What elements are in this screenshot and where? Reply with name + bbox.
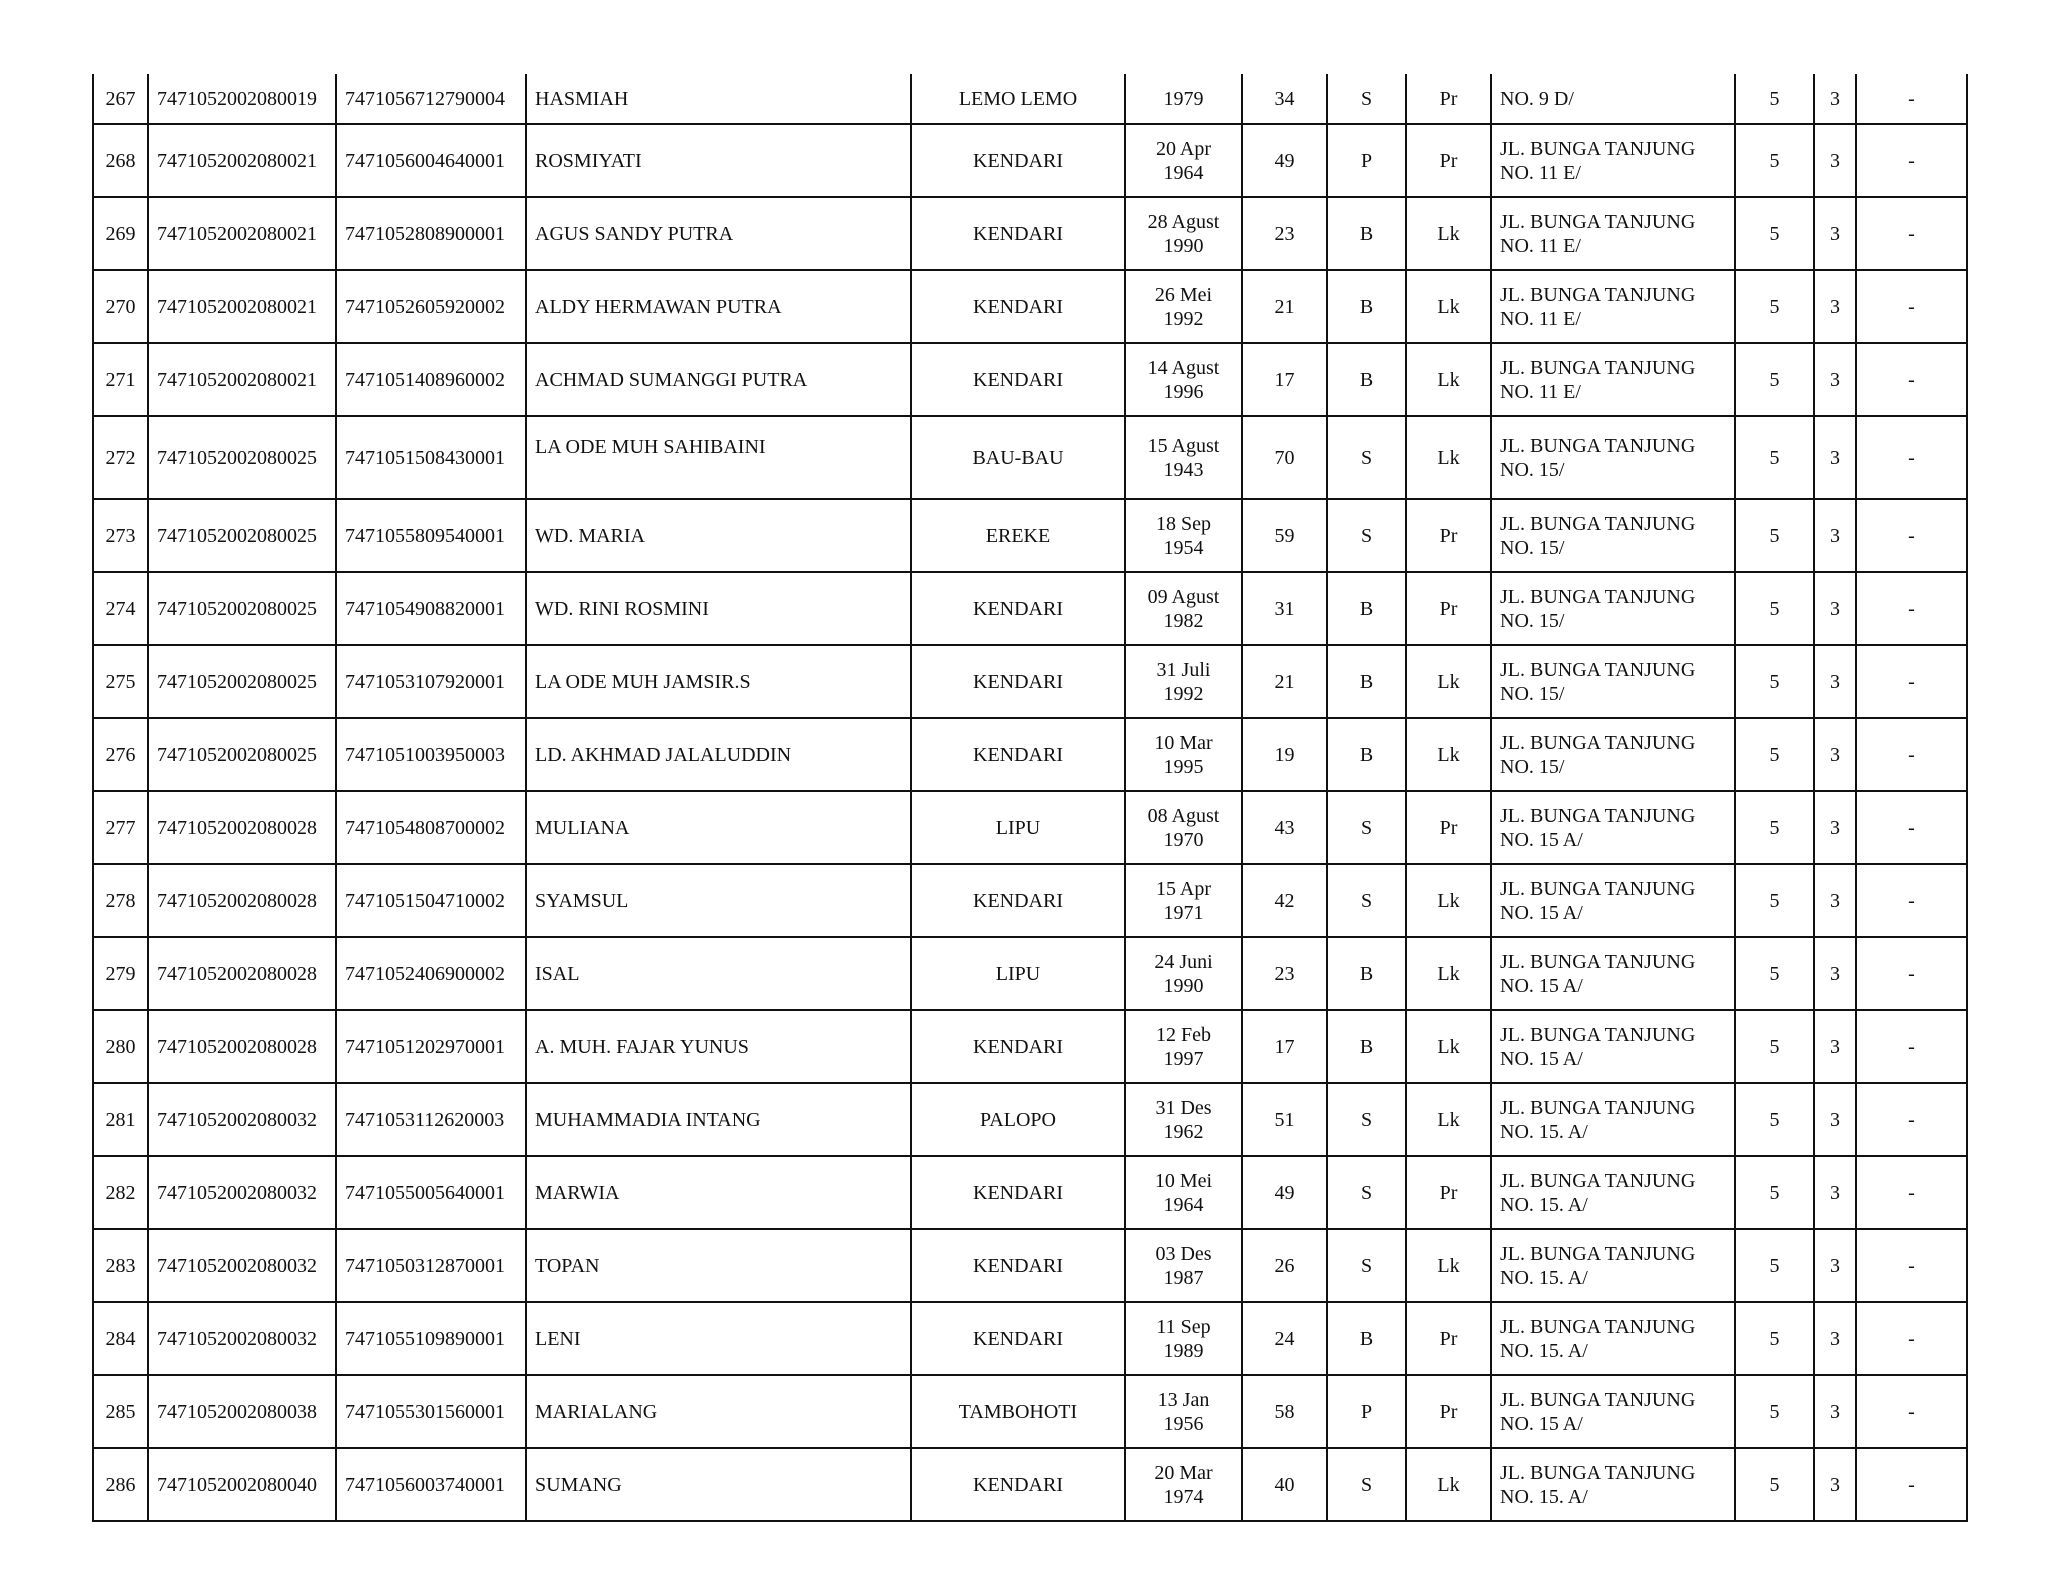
nik-cell: 7471052808900001	[336, 197, 526, 270]
address-cell: JL. BUNGA TANJUNG NO. 15/	[1491, 572, 1735, 645]
birthdate-cell: 12 Feb 1997	[1125, 1010, 1242, 1083]
gender-cell: Lk	[1406, 1229, 1491, 1302]
age-cell: 26	[1242, 1229, 1327, 1302]
birthplace-cell: KENDARI	[911, 718, 1125, 791]
birthdate-cell: 10 Mei 1964	[1125, 1156, 1242, 1229]
marital-status-cell: S	[1327, 499, 1406, 572]
birthdate-cell: 20 Apr 1964	[1125, 124, 1242, 197]
rw-cell: 3	[1814, 1302, 1856, 1375]
address-cell: JL. BUNGA TANJUNG NO. 15 A/	[1491, 937, 1735, 1010]
marital-status-cell: B	[1327, 718, 1406, 791]
age-cell: 59	[1242, 499, 1327, 572]
name-cell: LENI	[526, 1302, 911, 1375]
table-row	[93, 937, 1967, 1010]
gender-cell: Lk	[1406, 416, 1491, 499]
row-number: 275	[93, 645, 148, 718]
marital-status-cell: B	[1327, 197, 1406, 270]
address-cell: JL. BUNGA TANJUNG NO. 11 E/	[1491, 124, 1735, 197]
gender-cell: Lk	[1406, 270, 1491, 343]
family-id-cell: 7471052002080040	[148, 1448, 336, 1521]
note-cell: -	[1856, 1448, 1967, 1521]
table-row	[93, 1229, 1967, 1302]
note-cell: -	[1856, 1083, 1967, 1156]
row-number: 273	[93, 499, 148, 572]
marital-status-cell: S	[1327, 1229, 1406, 1302]
age-cell: 24	[1242, 1302, 1327, 1375]
birthplace-cell: KENDARI	[911, 197, 1125, 270]
row-number: 282	[93, 1156, 148, 1229]
age-cell: 49	[1242, 124, 1327, 197]
rt-cell: 5	[1735, 1156, 1814, 1229]
gender-cell: Lk	[1406, 1083, 1491, 1156]
address-cell: JL. BUNGA TANJUNG NO. 15 A/	[1491, 1375, 1735, 1448]
name-cell: LA ODE MUH SAHIBAINI	[526, 416, 911, 499]
gender-cell: Pr	[1406, 124, 1491, 197]
marital-status-cell: S	[1327, 416, 1406, 499]
table-row	[93, 343, 1967, 416]
marital-status-cell: B	[1327, 343, 1406, 416]
note-cell: -	[1856, 1229, 1967, 1302]
name-cell: LD. AKHMAD JALALUDDIN	[526, 718, 911, 791]
family-id-cell: 7471052002080025	[148, 718, 336, 791]
address-cell: JL. BUNGA TANJUNG NO. 15/	[1491, 499, 1735, 572]
marital-status-cell: S	[1327, 74, 1406, 124]
family-id-cell: 7471052002080021	[148, 270, 336, 343]
rw-cell: 3	[1814, 864, 1856, 937]
rw-cell: 3	[1814, 124, 1856, 197]
age-cell: 43	[1242, 791, 1327, 864]
note-cell: -	[1856, 1302, 1967, 1375]
name-cell: TOPAN	[526, 1229, 911, 1302]
table-row	[93, 1083, 1967, 1156]
nik-cell: 7471051504710002	[336, 864, 526, 937]
rt-cell: 5	[1735, 791, 1814, 864]
address-cell: NO. 9 D/	[1491, 74, 1735, 124]
birthplace-cell: EREKE	[911, 499, 1125, 572]
nik-cell: 7471056003740001	[336, 1448, 526, 1521]
age-cell: 34	[1242, 74, 1327, 124]
address-cell: JL. BUNGA TANJUNG NO. 11 E/	[1491, 270, 1735, 343]
address-cell: JL. BUNGA TANJUNG NO. 15. A/	[1491, 1448, 1735, 1521]
rt-cell: 5	[1735, 1083, 1814, 1156]
birthdate-cell: 03 Des 1987	[1125, 1229, 1242, 1302]
gender-cell: Lk	[1406, 197, 1491, 270]
rw-cell: 3	[1814, 343, 1856, 416]
table-row	[93, 791, 1967, 864]
family-id-cell: 7471052002080028	[148, 937, 336, 1010]
family-id-cell: 7471052002080038	[148, 1375, 336, 1448]
row-number: 283	[93, 1229, 148, 1302]
marital-status-cell: S	[1327, 791, 1406, 864]
name-cell: ALDY HERMAWAN PUTRA	[526, 270, 911, 343]
row-number: 277	[93, 791, 148, 864]
rw-cell: 3	[1814, 1448, 1856, 1521]
rt-cell: 5	[1735, 1229, 1814, 1302]
birthplace-cell: BAU-BAU	[911, 416, 1125, 499]
rw-cell: 3	[1814, 572, 1856, 645]
nik-cell: 7471055005640001	[336, 1156, 526, 1229]
gender-cell: Pr	[1406, 499, 1491, 572]
row-number: 280	[93, 1010, 148, 1083]
age-cell: 17	[1242, 343, 1327, 416]
rw-cell: 3	[1814, 718, 1856, 791]
table-row	[93, 1156, 1967, 1229]
birthplace-cell: KENDARI	[911, 1448, 1125, 1521]
family-id-cell: 7471052002080028	[148, 864, 336, 937]
address-cell: JL. BUNGA TANJUNG NO. 15/	[1491, 718, 1735, 791]
row-number: 276	[93, 718, 148, 791]
family-id-cell: 7471052002080032	[148, 1302, 336, 1375]
rt-cell: 5	[1735, 864, 1814, 937]
family-id-cell: 7471052002080032	[148, 1083, 336, 1156]
table-row	[93, 1010, 1967, 1083]
age-cell: 58	[1242, 1375, 1327, 1448]
birthdate-cell: 13 Jan 1956	[1125, 1375, 1242, 1448]
name-cell: ROSMIYATI	[526, 124, 911, 197]
family-id-cell: 7471052002080021	[148, 124, 336, 197]
marital-status-cell: S	[1327, 1083, 1406, 1156]
age-cell: 31	[1242, 572, 1327, 645]
table-row	[93, 1375, 1967, 1448]
rt-cell: 5	[1735, 572, 1814, 645]
row-number: 284	[93, 1302, 148, 1375]
table-body	[93, 74, 1967, 1521]
rt-cell: 5	[1735, 124, 1814, 197]
rt-cell: 5	[1735, 499, 1814, 572]
age-cell: 42	[1242, 864, 1327, 937]
note-cell: -	[1856, 499, 1967, 572]
gender-cell: Lk	[1406, 645, 1491, 718]
family-id-cell: 7471052002080032	[148, 1156, 336, 1229]
birthplace-cell: KENDARI	[911, 864, 1125, 937]
rt-cell: 5	[1735, 1010, 1814, 1083]
nik-cell: 7471051408960002	[336, 343, 526, 416]
birthplace-cell: KENDARI	[911, 645, 1125, 718]
table-row	[93, 416, 1967, 499]
table-row	[93, 1448, 1967, 1521]
birthdate-cell: 28 Agust 1990	[1125, 197, 1242, 270]
marital-status-cell: S	[1327, 864, 1406, 937]
row-number: 286	[93, 1448, 148, 1521]
birthdate-cell: 31 Des 1962	[1125, 1083, 1242, 1156]
note-cell: -	[1856, 1156, 1967, 1229]
age-cell: 40	[1242, 1448, 1327, 1521]
table-row	[93, 74, 1967, 124]
marital-status-cell: B	[1327, 937, 1406, 1010]
address-cell: JL. BUNGA TANJUNG NO. 15 A/	[1491, 791, 1735, 864]
birthdate-cell: 20 Mar 1974	[1125, 1448, 1242, 1521]
table-row	[93, 270, 1967, 343]
birthplace-cell: PALOPO	[911, 1083, 1125, 1156]
birthdate-cell: 14 Agust 1996	[1125, 343, 1242, 416]
gender-cell: Pr	[1406, 74, 1491, 124]
row-number: 278	[93, 864, 148, 937]
rt-cell: 5	[1735, 1375, 1814, 1448]
marital-status-cell: P	[1327, 124, 1406, 197]
rt-cell: 5	[1735, 1448, 1814, 1521]
birthdate-cell: 1979	[1125, 74, 1242, 124]
gender-cell: Pr	[1406, 572, 1491, 645]
note-cell: -	[1856, 572, 1967, 645]
rw-cell: 3	[1814, 937, 1856, 1010]
name-cell: WD. RINI ROSMINI	[526, 572, 911, 645]
rt-cell: 5	[1735, 645, 1814, 718]
name-cell: SUMANG	[526, 1448, 911, 1521]
age-cell: 21	[1242, 645, 1327, 718]
gender-cell: Pr	[1406, 1156, 1491, 1229]
row-number: 279	[93, 937, 148, 1010]
table-row	[93, 572, 1967, 645]
name-cell: MARIALANG	[526, 1375, 911, 1448]
name-cell: A. MUH. FAJAR YUNUS	[526, 1010, 911, 1083]
table-row	[93, 1302, 1967, 1375]
family-id-cell: 7471052002080028	[148, 791, 336, 864]
rw-cell: 3	[1814, 74, 1856, 124]
nik-cell: 7471051508430001	[336, 416, 526, 499]
address-cell: JL. BUNGA TANJUNG NO. 15. A/	[1491, 1156, 1735, 1229]
table-row	[93, 718, 1967, 791]
row-number: 285	[93, 1375, 148, 1448]
name-cell: ISAL	[526, 937, 911, 1010]
age-cell: 51	[1242, 1083, 1327, 1156]
family-id-cell: 7471052002080021	[148, 197, 336, 270]
birthdate-cell: 31 Juli 1992	[1125, 645, 1242, 718]
rt-cell: 5	[1735, 937, 1814, 1010]
name-cell: WD. MARIA	[526, 499, 911, 572]
row-number: 270	[93, 270, 148, 343]
table-row	[93, 645, 1967, 718]
birthdate-cell: 18 Sep 1954	[1125, 499, 1242, 572]
rw-cell: 3	[1814, 416, 1856, 499]
family-id-cell: 7471052002080019	[148, 74, 336, 124]
gender-cell: Pr	[1406, 791, 1491, 864]
age-cell: 49	[1242, 1156, 1327, 1229]
rw-cell: 3	[1814, 1229, 1856, 1302]
rt-cell: 5	[1735, 197, 1814, 270]
birthdate-cell: 09 Agust 1982	[1125, 572, 1242, 645]
birthplace-cell: KENDARI	[911, 1156, 1125, 1229]
nik-cell: 7471053112620003	[336, 1083, 526, 1156]
birthplace-cell: LIPU	[911, 937, 1125, 1010]
nik-cell: 7471055301560001	[336, 1375, 526, 1448]
birthdate-cell: 15 Apr 1971	[1125, 864, 1242, 937]
note-cell: -	[1856, 937, 1967, 1010]
name-cell: SYAMSUL	[526, 864, 911, 937]
age-cell: 70	[1242, 416, 1327, 499]
note-cell: -	[1856, 343, 1967, 416]
birthdate-cell: 11 Sep 1989	[1125, 1302, 1242, 1375]
address-cell: JL. BUNGA TANJUNG NO. 15. A/	[1491, 1083, 1735, 1156]
address-cell: JL. BUNGA TANJUNG NO. 15. A/	[1491, 1229, 1735, 1302]
rt-cell: 5	[1735, 416, 1814, 499]
row-number: 269	[93, 197, 148, 270]
gender-cell: Lk	[1406, 343, 1491, 416]
birthdate-cell: 08 Agust 1970	[1125, 791, 1242, 864]
nik-cell: 7471054908820001	[336, 572, 526, 645]
marital-status-cell: B	[1327, 645, 1406, 718]
note-cell: -	[1856, 645, 1967, 718]
family-id-cell: 7471052002080025	[148, 499, 336, 572]
marital-status-cell: B	[1327, 270, 1406, 343]
note-cell: -	[1856, 124, 1967, 197]
address-cell: JL. BUNGA TANJUNG NO. 15 A/	[1491, 864, 1735, 937]
row-number: 268	[93, 124, 148, 197]
birthplace-cell: KENDARI	[911, 270, 1125, 343]
address-cell: JL. BUNGA TANJUNG NO. 15. A/	[1491, 1302, 1735, 1375]
rt-cell: 5	[1735, 343, 1814, 416]
age-cell: 21	[1242, 270, 1327, 343]
nik-cell: 7471051003950003	[336, 718, 526, 791]
birthplace-cell: KENDARI	[911, 124, 1125, 197]
gender-cell: Lk	[1406, 1010, 1491, 1083]
age-cell: 23	[1242, 197, 1327, 270]
birthplace-cell: KENDARI	[911, 343, 1125, 416]
nik-cell: 7471051202970001	[336, 1010, 526, 1083]
birthplace-cell: KENDARI	[911, 1229, 1125, 1302]
name-cell: HASMIAH	[526, 74, 911, 124]
table-row	[93, 197, 1967, 270]
rw-cell: 3	[1814, 1083, 1856, 1156]
nik-cell: 7471053107920001	[336, 645, 526, 718]
marital-status-cell: S	[1327, 1448, 1406, 1521]
row-number: 267	[93, 74, 148, 124]
row-number: 281	[93, 1083, 148, 1156]
age-cell: 23	[1242, 937, 1327, 1010]
rt-cell: 5	[1735, 74, 1814, 124]
table-row	[93, 499, 1967, 572]
name-cell: MUHAMMADIA INTANG	[526, 1083, 911, 1156]
row-number: 271	[93, 343, 148, 416]
address-cell: JL. BUNGA TANJUNG NO. 15 A/	[1491, 1010, 1735, 1083]
nik-cell: 7471052605920002	[336, 270, 526, 343]
note-cell: -	[1856, 864, 1967, 937]
birthplace-cell: TAMBOHOTI	[911, 1375, 1125, 1448]
nik-cell: 7471050312870001	[336, 1229, 526, 1302]
table-row	[93, 864, 1967, 937]
rt-cell: 5	[1735, 270, 1814, 343]
note-cell: -	[1856, 1375, 1967, 1448]
gender-cell: Pr	[1406, 1302, 1491, 1375]
birthplace-cell: KENDARI	[911, 1010, 1125, 1083]
rw-cell: 3	[1814, 791, 1856, 864]
gender-cell: Lk	[1406, 718, 1491, 791]
family-id-cell: 7471052002080025	[148, 645, 336, 718]
note-cell: -	[1856, 74, 1967, 124]
marital-status-cell: P	[1327, 1375, 1406, 1448]
rw-cell: 3	[1814, 1375, 1856, 1448]
birthplace-cell: LEMO LEMO	[911, 74, 1125, 124]
rt-cell: 5	[1735, 718, 1814, 791]
rw-cell: 3	[1814, 1010, 1856, 1083]
birthplace-cell: KENDARI	[911, 1302, 1125, 1375]
birthdate-cell: 24 Juni 1990	[1125, 937, 1242, 1010]
note-cell: -	[1856, 416, 1967, 499]
birthdate-cell: 15 Agust 1943	[1125, 416, 1242, 499]
name-cell: LA ODE MUH JAMSIR.S	[526, 645, 911, 718]
age-cell: 19	[1242, 718, 1327, 791]
marital-status-cell: B	[1327, 1010, 1406, 1083]
gender-cell: Lk	[1406, 864, 1491, 937]
age-cell: 17	[1242, 1010, 1327, 1083]
family-id-cell: 7471052002080021	[148, 343, 336, 416]
row-number: 274	[93, 572, 148, 645]
marital-status-cell: B	[1327, 572, 1406, 645]
row-number: 272	[93, 416, 148, 499]
rt-cell: 5	[1735, 1302, 1814, 1375]
birthdate-cell: 26 Mei 1992	[1125, 270, 1242, 343]
name-cell: AGUS SANDY PUTRA	[526, 197, 911, 270]
address-cell: JL. BUNGA TANJUNG NO. 11 E/	[1491, 343, 1735, 416]
gender-cell: Lk	[1406, 1448, 1491, 1521]
note-cell: -	[1856, 270, 1967, 343]
gender-cell: Lk	[1406, 937, 1491, 1010]
note-cell: -	[1856, 1010, 1967, 1083]
marital-status-cell: B	[1327, 1302, 1406, 1375]
birthplace-cell: LIPU	[911, 791, 1125, 864]
marital-status-cell: S	[1327, 1156, 1406, 1229]
nik-cell: 7471052406900002	[336, 937, 526, 1010]
gender-cell: Pr	[1406, 1375, 1491, 1448]
nik-cell: 7471055109890001	[336, 1302, 526, 1375]
rw-cell: 3	[1814, 1156, 1856, 1229]
nik-cell: 7471054808700002	[336, 791, 526, 864]
name-cell: MARWIA	[526, 1156, 911, 1229]
rw-cell: 3	[1814, 499, 1856, 572]
note-cell: -	[1856, 197, 1967, 270]
nik-cell: 7471056712790004	[336, 74, 526, 124]
family-id-cell: 7471052002080032	[148, 1229, 336, 1302]
birthdate-cell: 10 Mar 1995	[1125, 718, 1242, 791]
rw-cell: 3	[1814, 197, 1856, 270]
family-id-cell: 7471052002080025	[148, 572, 336, 645]
family-id-cell: 7471052002080028	[148, 1010, 336, 1083]
birthplace-cell: KENDARI	[911, 572, 1125, 645]
address-cell: JL. BUNGA TANJUNG NO. 15/	[1491, 645, 1735, 718]
address-cell: JL. BUNGA TANJUNG NO. 11 E/	[1491, 197, 1735, 270]
rw-cell: 3	[1814, 270, 1856, 343]
table-row	[93, 124, 1967, 197]
voter-table	[92, 74, 1968, 1522]
name-cell: ACHMAD SUMANGGI PUTRA	[526, 343, 911, 416]
rw-cell: 3	[1814, 645, 1856, 718]
name-cell: MULIANA	[526, 791, 911, 864]
note-cell: -	[1856, 791, 1967, 864]
nik-cell: 7471055809540001	[336, 499, 526, 572]
family-id-cell: 7471052002080025	[148, 416, 336, 499]
nik-cell: 7471056004640001	[336, 124, 526, 197]
note-cell: -	[1856, 718, 1967, 791]
address-cell: JL. BUNGA TANJUNG NO. 15/	[1491, 416, 1735, 499]
